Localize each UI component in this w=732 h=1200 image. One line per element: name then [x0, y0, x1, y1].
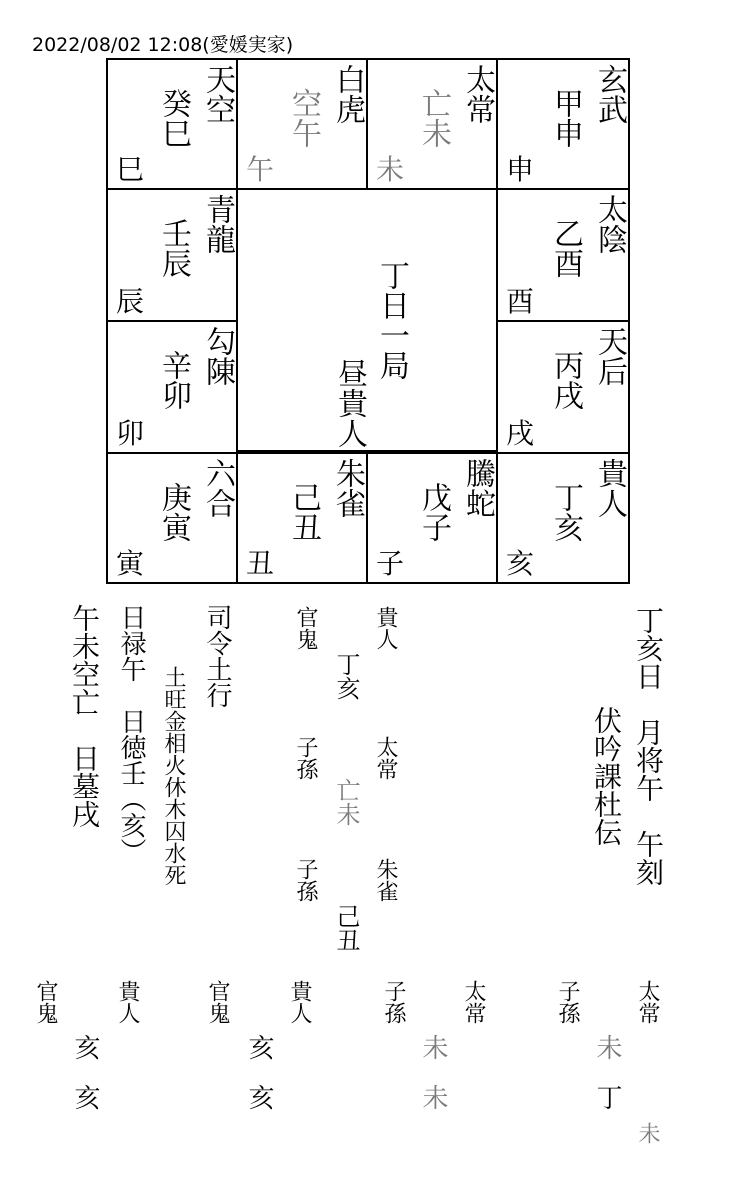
ke4-relation: 官鬼: [33, 980, 58, 1024]
branch-label: 酉: [506, 285, 535, 318]
ke1-general: 太常: [635, 980, 660, 1024]
branch-label: 申: [506, 153, 535, 186]
cycle-label: 空午: [286, 88, 321, 148]
ke2-bottom: 未: [418, 1084, 448, 1110]
palace-shen: [496, 58, 630, 190]
cycle-label: 辛卯: [156, 350, 191, 410]
palace-chen: [106, 188, 238, 322]
branch-label: 辰: [116, 285, 145, 318]
ke2-relation: 子孫: [381, 980, 406, 1024]
sanchuan-general-1: 貴人: [373, 606, 398, 650]
board-center: [236, 188, 498, 452]
palace-xu: [496, 320, 630, 454]
general-label: 天空: [200, 64, 235, 124]
cycle-label: 乙酉: [548, 218, 583, 278]
general-label: 青龍: [200, 194, 235, 254]
branch-label: 巳: [116, 153, 145, 186]
palace-chou: [236, 452, 368, 584]
general-label: 太常: [460, 64, 495, 124]
general-label: 朱雀: [330, 458, 365, 518]
branch-label: 未: [376, 153, 405, 186]
palace-wu: [236, 58, 368, 190]
general-label: 玄武: [592, 64, 627, 124]
general-label: 太陰: [592, 194, 627, 254]
palace-wei: [366, 58, 498, 190]
ke3-general: 貴人: [287, 980, 312, 1024]
palace-mao: [106, 320, 238, 454]
cycle-label: 癸巳: [156, 88, 191, 148]
sanchuan-relation-1: 官鬼: [293, 606, 318, 650]
cycle-label: 庚寅: [156, 482, 191, 542]
ke3-relation: 官鬼: [205, 980, 230, 1024]
sanchuan-stem-2: 亡未: [332, 778, 360, 826]
cycle-label: 戊子: [416, 482, 451, 542]
general-label: 勾陳: [200, 326, 235, 386]
palace-board: [106, 58, 630, 584]
branch-label: 寅: [116, 547, 145, 580]
sanchuan-relation-2: 子孫: [293, 736, 318, 780]
palace-you: [496, 188, 630, 322]
general-label: 騰蛇: [460, 458, 495, 518]
ke4-top: 亥: [70, 1034, 100, 1060]
general-label: 天后: [592, 326, 627, 386]
ke4-general: 貴人: [115, 980, 140, 1024]
ke4-bottom: 亥: [70, 1084, 100, 1110]
branch-label: 卯: [116, 417, 145, 450]
sanchuan-general-3: 朱雀: [373, 858, 398, 902]
general-label: 貴人: [592, 458, 627, 518]
ke3-top: 亥: [244, 1034, 274, 1060]
wangxiang-column: 土旺金相火休木囚水死: [161, 666, 186, 886]
ke1-relation: 子孫: [555, 980, 580, 1024]
palace-zi: [366, 452, 498, 584]
branch-label: 丑: [246, 547, 275, 580]
ke1-top: 未: [592, 1034, 622, 1060]
cycle-label: 丙戌: [548, 350, 583, 410]
cycle-label: 甲申: [548, 88, 583, 148]
lesson-type-column: 伏吟課杜伝: [590, 706, 623, 846]
ke2-top: 未: [418, 1034, 448, 1060]
branch-label: 午: [246, 153, 275, 186]
branch-label: 子: [376, 547, 405, 580]
sanchuan-stem-1: 丁亥: [332, 652, 360, 700]
ke1-bottom: 丁: [592, 1084, 622, 1110]
kongwang-column: 午未空亡 日墓戌: [68, 604, 101, 828]
branch-label: 戌: [506, 417, 535, 450]
rilu-column: 日禄午 日徳壬（亥）: [116, 604, 146, 864]
cycle-label: 丁亥: [548, 482, 583, 542]
ke1-extra: 未: [635, 1122, 660, 1144]
general-label: 六合: [200, 458, 235, 518]
cycle-label: 己丑: [286, 482, 321, 542]
palace-yin: [106, 452, 238, 584]
cycle-label: 亡未: [416, 88, 451, 148]
sanchuan-general-2: 太常: [373, 736, 398, 780]
branch-label: 亥: [506, 547, 535, 580]
ke3-bottom: 亥: [244, 1084, 274, 1110]
general-label: 白虎: [330, 64, 365, 124]
sanchuan-stem-3: 己丑: [332, 904, 360, 952]
center-title: 丁日一局: [374, 260, 409, 380]
palace-si: [106, 58, 238, 190]
cycle-label: 壬辰: [156, 218, 191, 278]
palace-hai: [496, 452, 630, 584]
day-info-column: 丁亥日 月将午 午刻: [632, 606, 665, 886]
center-subtitle: 昼貴人: [332, 358, 367, 448]
siling-column: 司令土行: [202, 604, 232, 708]
ke2-general: 太常: [461, 980, 486, 1024]
sanchuan-relation-3: 子孫: [293, 858, 318, 902]
timestamp-header: 2022/08/02 12:08(愛媛実家): [32, 34, 294, 56]
